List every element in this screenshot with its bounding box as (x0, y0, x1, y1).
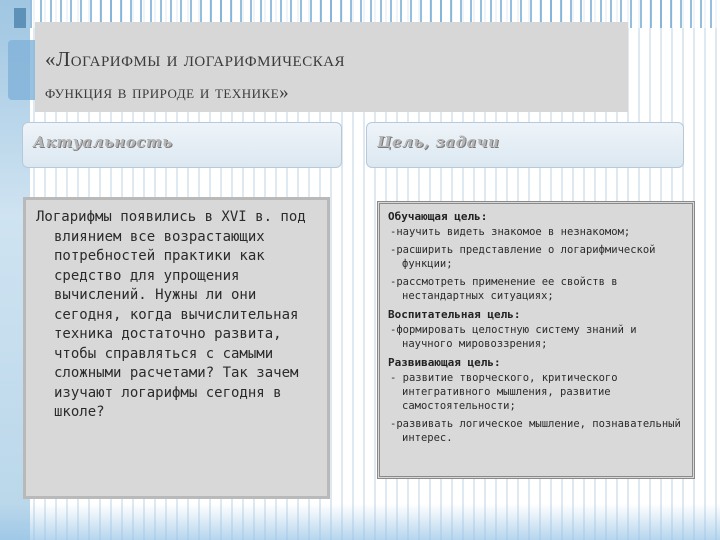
goal-heading: Развивающая цель: (388, 356, 501, 369)
goal-item: - развитие творческого, критического интегративного мышления, развитие самостоятельности; (390, 372, 618, 412)
goals-card (377, 201, 695, 479)
goal-heading: Обучающая цель: (388, 210, 488, 223)
goal-item: -научить видеть знакомое в незнакомом; (390, 226, 631, 238)
title-line-1: «Логарифмы и логарифмическая (45, 47, 346, 71)
background-bottom-gradient (0, 504, 720, 540)
relevance-text: Логарифмы появились в XVI в. под влиянием все возрастающих потребностей практики как средство для упрощения вычислений. Нужны ли они сегодня, когда вычислительная техника достаточно развита, чтобы справляться с самыми сложными расчетами? Так зачем изучают логарифмы сегодня в школе? (36, 209, 306, 420)
goal-heading: Воспитательная цель: (388, 308, 521, 321)
header-goals (366, 122, 684, 168)
header-relevance-label: Актуальность (33, 133, 173, 151)
goal-item: -расширить представление о логарифмической функции; (390, 244, 656, 270)
header-goals-label: Цель, задачи (377, 133, 500, 151)
title-line-2: функция в природе и технике» (45, 82, 290, 103)
decorative-ruler-icon (14, 8, 26, 28)
slide-title (35, 22, 628, 112)
goal-item: -рассмотреть применение ее свойств в нестандартных ситуациях; (390, 276, 618, 302)
header-relevance (22, 122, 342, 168)
goal-item: -развивать логическое мышление, познавательный интерес. (390, 418, 681, 444)
goal-item: -формировать целостную систему знаний и научного мировоззрения; (390, 324, 637, 350)
relevance-card (23, 197, 330, 499)
